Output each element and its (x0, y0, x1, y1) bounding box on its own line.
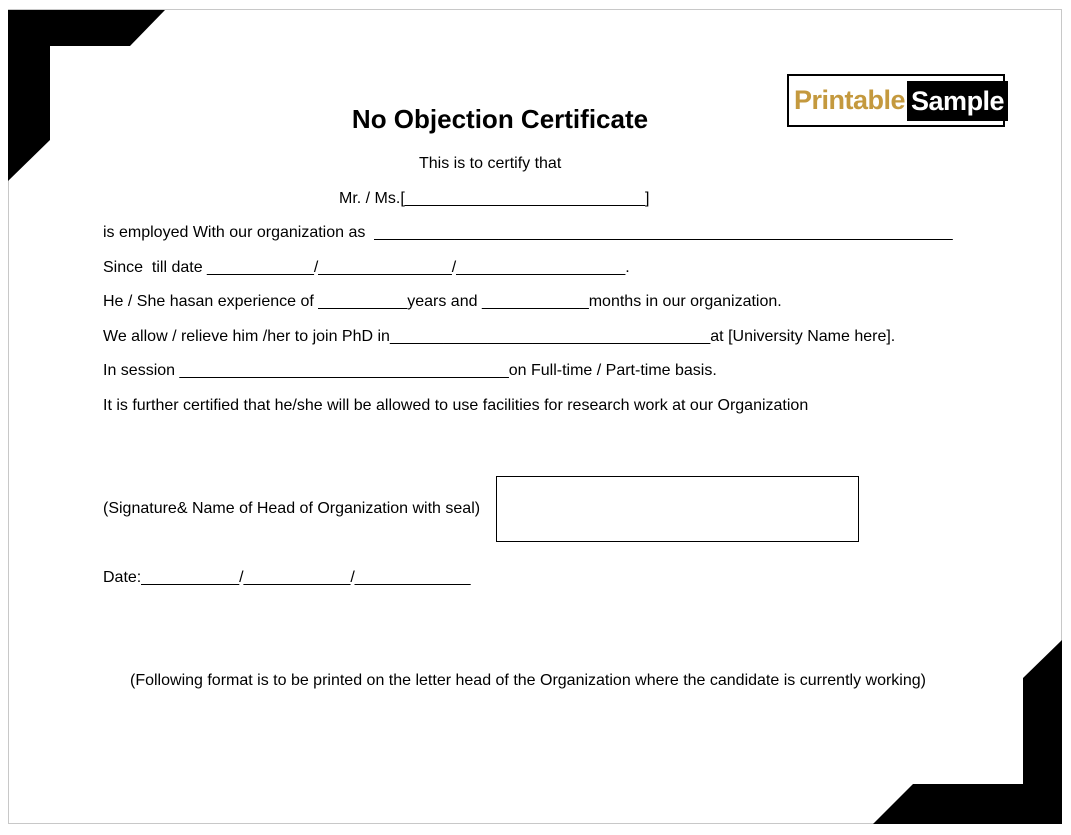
signature-box (496, 476, 859, 542)
footer-note: (Following format is to be printed on the letter head of the Organization where the candidate is currently working) (130, 672, 926, 689)
allow-line: We allow / relieve him /her to join PhD in____________________________________at [University Name here]. (103, 328, 896, 345)
logo-text-sample: Sample (907, 81, 1008, 121)
experience-line: He / She hasan experience of __________years and ____________months in our organization. (103, 293, 782, 310)
logo-text-printable: Printable (794, 85, 906, 115)
corner-decoration-bottom-right (873, 640, 1063, 825)
since-date-line: Since till date ____________/_______________/___________________. (103, 259, 630, 276)
employed-line: is employed With our organization as _________________________________________________________________ (103, 224, 953, 241)
name-field-line: Mr. / Ms.[___________________________] (339, 190, 650, 207)
signature-label: (Signature& Name of Head of Organization with seal) (103, 500, 481, 517)
further-certified-line: It is further certified that he/she will be allowed to use facilities for research work at our Organization (103, 397, 809, 414)
certify-line: This is to certify that (419, 155, 562, 172)
corner-decoration-top-left (8, 10, 166, 182)
session-line: In session _____________________________________on Full-time / Part-time basis. (103, 362, 717, 379)
date-line: Date:___________/____________/_____________ (103, 569, 471, 586)
page-title: No Objection Certificate (351, 104, 649, 134)
